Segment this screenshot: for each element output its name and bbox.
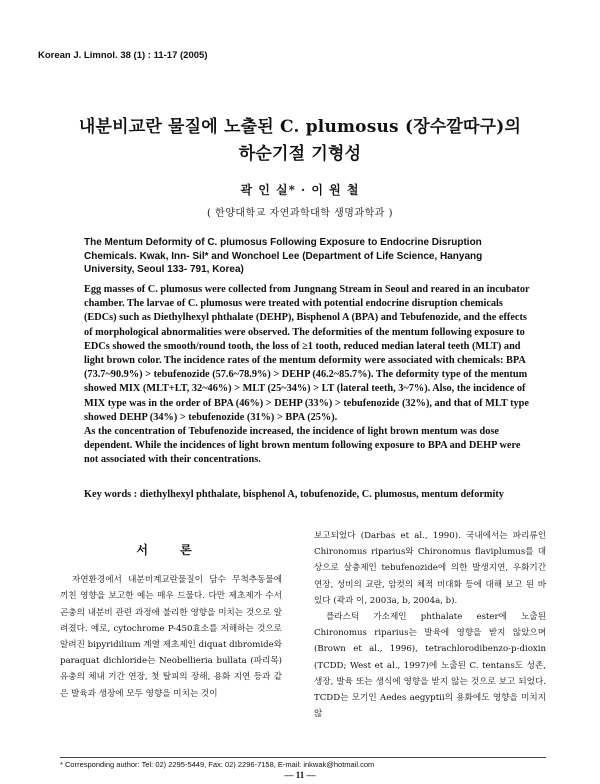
korean-title-line-1: 내분비교란 물질에 노출된 C. plumosus (장수깔따구)의 [78,117,522,137]
abstract [84,283,532,468]
intro-paragraph-right-1: 보고되었다 (Darbas et al., 1990). 국내에서는 파리류인 Chironomus riparius와 Chironomus flaviplumus를 대상으로 살충제인 tebufenozide에 의한 발생지연, 우화기간 연장, 성비의 교란, 암컷의 체적 비대화 등에 대해 보고 된 바 있다 (곽과 이, 2003a, b, 2004a, b). [314,531,546,606]
footnote-divider [60,757,546,758]
korean-title-line-2: 하순기절 기형성 [238,144,362,164]
korean-affiliation: ( 한양대학교 자연과학대학 생명과학과 ) [206,208,394,219]
corresponding-author-footnote: * Corresponding author: Tel: 02) 2295-5449, Fax: 02) 2296-7158, E-mail: inkwak@hotmail.com [60,760,375,769]
abstract-paragraph-2: As the concentration of Tebufenozide increased, the incidence of light brown mentum was dose dependent. While the incidences of light brown mentum following exposure to BPA and DEHP were not associated with their concentrations. [84,426,521,466]
keywords [84,488,532,502]
keywords-text: diethylhexyl phthalate, bisphenol A, tobufenozide, C. plumosus, mentum deformity [139,489,504,500]
page-number: — 11 — [284,770,316,780]
section-heading-introduction: 서 론 [136,543,206,557]
body-right-column [314,528,546,722]
body-left-column [60,528,282,702]
journal-reference: Korean J. Limnol. 38 (1) : 11-17 (2005) [38,50,208,61]
intro-paragraph-right-2: 플라스틱 가소제인 phthalate ester에 노출된 Chironomus riparius는 발육에 영향을 받지 않았으며 (Brown et al., 1996), tetrachlorodibenzo-p-dioxin (TCDD; West et al., 1997)에 노출된 C. tentans도 성존, 생장, 발육 또는 생식에 영향을 받지 않는 것으로 보고 되었다. TCDD는 모기인 Aedes aegyptii의 용화에도 영향을 미치지 않 [314,612,546,720]
english-title-block: The Mentum Deformity of C. plumosus Following Exposure to Endocrine Disruption Chemicals. Kwak, Inn- Sil* and Wonchoel Lee (Department of Life Science, Hanyang University, Seoul 133- 791, Korea) [84,237,483,275]
abstract-paragraph-1: Egg masses of C. plumosus were collected from Jungnang Stream in Seoul and reared in an incubator chamber. The larvae of C. plumosus were treated with potential endocrine disruption chemicals (EDCs) such as Diethylhexyl phthalate (DEHP), Bisphenol A (BPA) and Tebufenozide, and the effects of morphological abnormalities were observed. The deformities of the mentum following exposure to EDCs showed the smooth/round tooth, the loss of ≥1 tooth, reduced median lateral teeth (MLT) and light brown color. The incidence rates of the mentum deformity were associated with chemicals: BPA (73.7~90.9%) > tebufenozide (57.6~78.9%) > DEHP (46.2~85.7%). The deformity type of the mentum showed MIX (MLT+LT, 32~46%) > MLT (25~34%) > LT (lateral teeth, 3~7%). Also, the incidence of MIX type was in the order of BPA (46%) > DEHP (33%) > tebufenozide (32%), and that of MLT type showed DEHP (34%) > tebufenozide (31%) > BPA (25%). [84,284,530,423]
keywords-label: Key words : [84,489,138,500]
korean-authors: 곽 인 실* · 이 원 철 [240,183,360,197]
korean-title [0,114,600,168]
intro-paragraph-left: 자연환경에서 내분비계교란물질이 담수 무척추동물에 끼친 영향을 보고한 예는 매우 드물다. 다만 제초제가 수서곤충의 내분비 관련 과정에 불리한 영향을 미치는 것으로 알려졌다. 예로, cytochrome P-450효소를 저해하는 것으로 알려진 bipyridilium 계열 제초제인 diquat dibromide와 paraquat dichloride는 Neobellieria bullata (파리목) 유충의 체내 기간 연장, 첫 탈피의 장해, 용화 지연 등과 같은 발육과 생장에 모두 영향을 미치는 것이 [60,575,282,699]
